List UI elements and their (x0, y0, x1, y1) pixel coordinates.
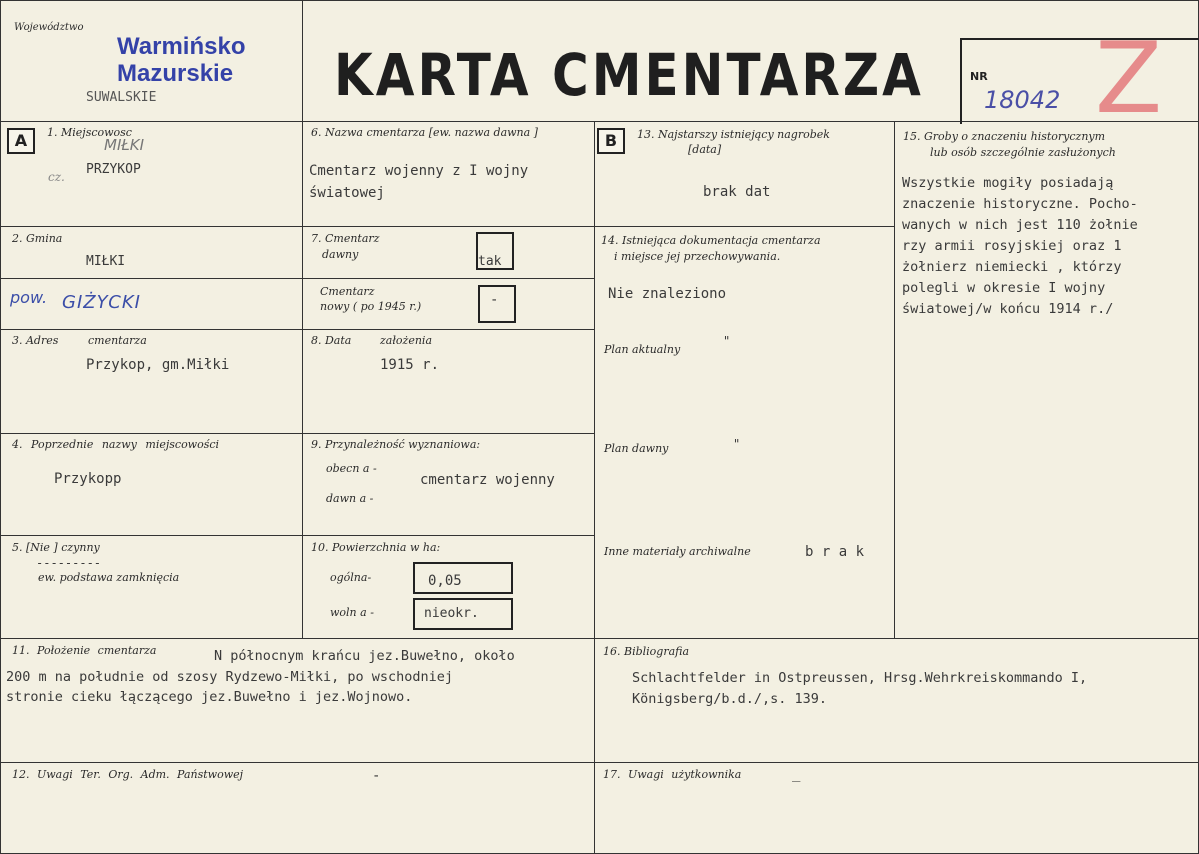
card-title: KARTA CMENTARZA (334, 42, 924, 109)
plan-dawny-mark: " (733, 437, 741, 451)
field10-label: 10. Powierzchnia w ha: (311, 541, 441, 554)
stamp-voivodeship-line2: Mazurskie (117, 60, 234, 87)
field8-value: 1915 r. (380, 357, 440, 373)
field4-label: 4. Poprzednie nazwy miejscowości (12, 438, 220, 451)
row-line (0, 278, 302, 279)
row-line (0, 638, 1199, 639)
category-mark: Z (1095, 22, 1163, 136)
field11-line2: 200 m na południe od szosy Rydzewo-Miłki, po wschodniej (6, 669, 454, 685)
field1-value: PRZYKOP (86, 162, 141, 177)
field1-prefix: cz. (48, 170, 65, 184)
field6-label: 6. Nazwa cmentarza [ew. nazwa dawna ] (311, 126, 538, 139)
nr-label: NR (970, 70, 988, 83)
row-line (0, 226, 594, 227)
wojewodztwo-label: Województwo (14, 22, 84, 33)
plan-dawny-label: Plan dawny (604, 442, 669, 455)
stamp-voivodeship-line1: Warmińsko (117, 33, 246, 60)
field8-label-b: założenia (380, 334, 433, 347)
field13-value: brak dat (703, 184, 771, 200)
powiat-prefix: pow. (10, 288, 48, 307)
field7-box-b-value: - (490, 292, 499, 308)
field14-label-b: i miejsce jej przechowywania. (614, 250, 781, 263)
field15-line: żołnierz niemiecki , którzy (902, 259, 1122, 275)
field10-wolna-label: woln a - (330, 606, 374, 619)
row-line (594, 226, 894, 227)
section-letter-a: A (7, 128, 35, 154)
field11-label: 11. Położenie cmentarza (12, 644, 157, 657)
field5-dashes: --------- (36, 556, 102, 570)
field15-line: Wszystkie mogiły posiadają (902, 175, 1114, 191)
field9-obecna: obecn a - (326, 462, 377, 475)
field1-label: 1. Miejscowosc (47, 126, 132, 139)
field12-value: - (372, 768, 381, 784)
field9-dawna: dawn a - (326, 492, 374, 505)
field16-label: 16. Bibliografia (603, 645, 690, 658)
row-line (0, 329, 594, 330)
field10-wolna-value: nieokr. (424, 606, 479, 621)
field15-line: światowej/w końcu 1914 r./ (902, 301, 1114, 317)
field2-value: MIŁKI (86, 254, 126, 269)
row-line (0, 433, 594, 434)
field14-label-a: 14. Istniejąca dokumentacja cmentarza (601, 234, 821, 247)
field11-line1: N północnym krańcu jez.Buwełno, około (214, 648, 515, 664)
border-top (0, 0, 1199, 1)
field15-line: polegli w okresie I wojny (902, 280, 1106, 296)
field4-value: Przykopp (54, 471, 122, 487)
field6-value-line2: światowej (309, 185, 385, 201)
divider-col2 (594, 121, 595, 854)
powiat-value: GIŻYCKI (62, 292, 141, 313)
section-letter-b: B (597, 128, 625, 154)
field3-value: Przykop, gm.Miłki (86, 357, 230, 373)
field14-value: Nie znaleziono (608, 286, 727, 302)
field17-label: 17. Uwagi użytkownika (603, 768, 742, 781)
field15-line: rzy armii rosyjskiej oraz 1 (902, 238, 1122, 254)
field10-ogolna-label: ogólna- (330, 571, 372, 584)
row-line (0, 762, 1199, 763)
field7-label-a: 7. Cmentarz (311, 232, 380, 245)
field17-value: _ (792, 766, 801, 782)
inne-materialy-value: b r a k (805, 544, 865, 560)
field9-label: 9. Przynależność wyznaniowa: (311, 438, 481, 451)
row-line (302, 278, 594, 279)
border-left (0, 0, 1, 854)
field5-sublabel: ew. podstawa zamknięcia (38, 571, 180, 584)
field16-line1: Schlachtfelder in Ostpreussen, Hrsg.Wehrkreiskommando I, (632, 670, 1088, 686)
field7-box-a-value: tak (478, 254, 502, 269)
plan-aktualny-mark: " (723, 334, 731, 348)
field15-label-a: 15. Groby o znaczeniu historycznym (903, 130, 1106, 143)
field9-value: cmentarz wojenny (420, 472, 555, 488)
field13-label-b: [data] (688, 143, 722, 156)
divider-header (302, 0, 303, 121)
old-voivodeship: SUWALSKIE (86, 90, 157, 105)
plan-aktualny-label: Plan aktualny (604, 343, 681, 356)
field6-value-line1: Cmentarz wojenny z I wojny (309, 163, 529, 179)
field5-label: 5. [Nie ] czynny (12, 541, 100, 554)
field11-line3: stronie cieku łączącego jez.Buwełno i jez.Wojnowo. (6, 689, 413, 705)
field7-label-c: Cmentarz (320, 285, 375, 298)
field15-line: znaczenie historyczne. Pocho- (902, 196, 1138, 212)
inne-materialy-label: Inne materiały archiwalne (604, 545, 751, 558)
field8-label-a: 8. Data (311, 334, 352, 347)
field3-label-a: 3. Adres (12, 334, 59, 347)
nr-value: 18042 (984, 86, 1061, 114)
field16-line2: Königsberg/b.d./,s. 139. (632, 691, 828, 707)
field13-label-a: 13. Najstarszy istniejący nagrobek (637, 128, 830, 141)
divider-col1 (302, 121, 303, 638)
field12-label: 12. Uwagi Ter. Org. Adm. Państwowej (12, 768, 244, 781)
field10-ogolna-value: 0,05 (428, 573, 462, 589)
field15-label-b: lub osób szczególnie zasłużonych (930, 146, 1116, 159)
row-line (0, 535, 594, 536)
field3-label-b: cmentarza (88, 334, 147, 347)
field7-label-d: nowy ( po 1945 r.) (320, 300, 422, 313)
field2-label: 2. Gmina (12, 232, 63, 245)
divider-col3 (894, 121, 895, 638)
field1-handwritten: MIŁKI (104, 136, 145, 154)
field7-label-b: dawny (322, 248, 359, 261)
field15-line: wanych w nich jest 110 żołnie (902, 217, 1138, 233)
